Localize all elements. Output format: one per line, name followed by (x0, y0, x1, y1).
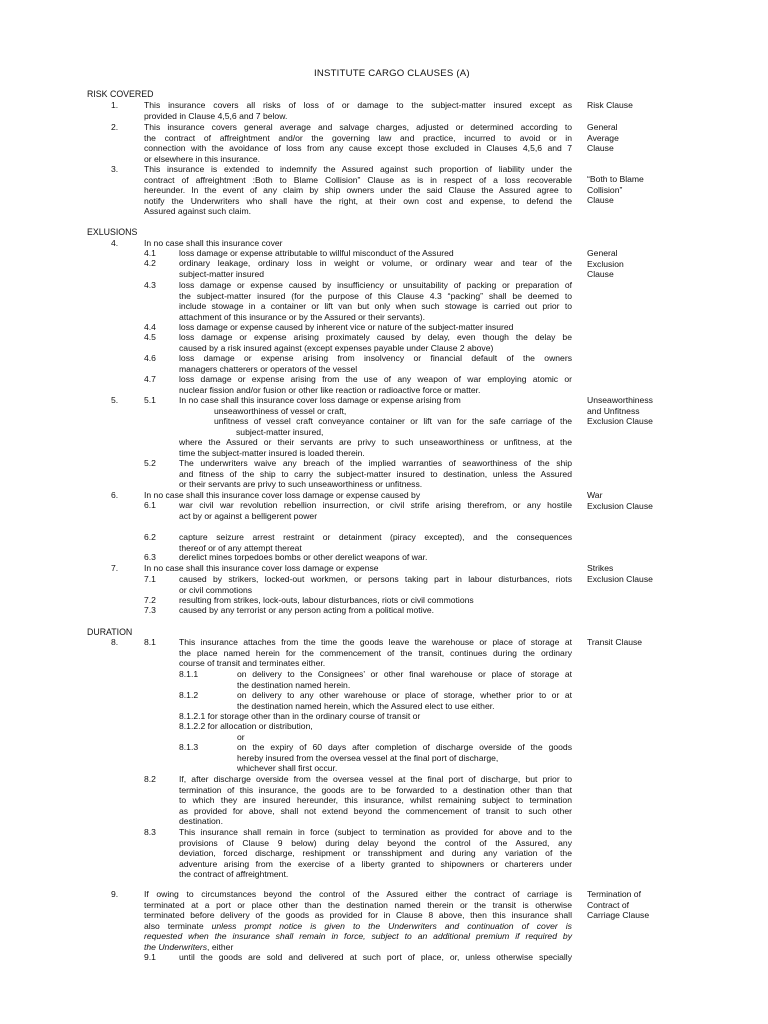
section-heading-duration: DURATION (87, 627, 133, 637)
subclause-text: This insurance shall remain in force (subject to termination as provided for above and to the provisions of Clause 9 below) during delay beyond the control of the Assured, any deviation, forced discharge, reshipment or transshipment and during any variation of the adventure arising from the exercise of a liberty granted to shipowners or charterers under the contract of affreightment. (179, 827, 572, 880)
document-title: INSTITUTE CARGO CLAUSES (A) (314, 68, 470, 79)
subclause-number: 6.2 (144, 532, 156, 542)
side-label-strikes: Strikes Exclusion Clause (587, 563, 653, 584)
clause-number: 8. (111, 637, 119, 647)
clause-text-italic: unless prompt notice is given to the Underwriters and continuation of cover is (211, 920, 572, 931)
clause-number: 4. (111, 238, 119, 248)
clause-intro: In no case shall this insurance cover loss damage or expense caused by (144, 490, 421, 500)
subclause-number: 4.4 (144, 322, 156, 332)
clause-text-italic: the Underwriters (144, 941, 208, 952)
subclause-text: loss damage or expense arising from the use of any weapon of war employing atomic or nuclear fission and/or fusion or other like reaction or radioactive force or matter. (179, 374, 572, 395)
section-heading-risk-covered: RISK COVERED (87, 89, 154, 99)
clause-text-plain: , either (207, 941, 234, 952)
subclause-text: war civil war revolution rebellion insurrection, or civil strife arising therefrom, or any hostile act by or against a belligerent power (179, 500, 572, 521)
subclause-text: The underwriters waive any breach of the implied warranties of seaworthiness of the ship and fitness of the ship to carry the subject-matter insured to destination, unless the Assured or their servants are privy to such unseaworthiness or unfitness. (179, 458, 572, 490)
subclause-number: 4.5 (144, 332, 156, 342)
clause-text: This insurance is extended to indemnify the Assured against such proportion of liability under the contract of affreightment :Both to Blame Collision” Clause as is in respect of a loss recoverable hereunder. In the event of any claim by ship owners under the said Clause the Assured agree to notify the Underwriters who shall have the right, at their own cost and expense, to defend the Assured against such claim. (144, 164, 572, 217)
subclause-number: 8.1.2 (179, 690, 199, 700)
subclause-number: 6.3 (144, 552, 156, 562)
side-label-transit: Transit Clause (587, 637, 643, 647)
subclause-text: loss damage or expense arising proximately caused by delay, even though the delay be caused by a risk insured against (except expenses payable under Clause 2 above) (179, 332, 572, 353)
subclause-number: 4.3 (144, 280, 156, 290)
side-label-both-to-blame: “Both to Blame Collision” Clause (587, 174, 644, 206)
clause-number: 3. (111, 164, 119, 174)
subclause-text: until the goods are sold and delivered at such port of place, or, unless otherwise specially (179, 952, 572, 962)
side-label-war: War Exclusion Clause (587, 490, 653, 511)
subclause-text: 8.1.2.2 for allocation or distribution, (179, 721, 313, 731)
side-label-unseaworthiness: Unseaworthiness and Unfitness Exclusion Clause (587, 395, 653, 427)
subclause-number: 8.1.1 (179, 669, 199, 679)
subclause-text: resulting from strikes, lock-outs, labour disturbances, riots or civil commotions (179, 595, 474, 605)
subclause-text: unseaworthiness of vessel or craft, (214, 406, 347, 416)
side-label-risk-clause: Risk Clause (587, 100, 633, 110)
subclause-text: loss damage or expense arising from insolvency or financial default of the owners managers chatterers or operators of the vessel (179, 353, 572, 374)
subclause-text: 8.1.2.1 for storage other than in the ordinary course of transit or (179, 711, 421, 721)
subclause-text: unfitness of vessel craft conveyance container or lift van for the safe carriage of the subject-matter insured, (214, 416, 572, 437)
clause-text-italic: requested when the insurance shall remain in force, subject to an additional premium if required by (144, 931, 572, 942)
clause-number: 1. (111, 100, 119, 110)
clause-text: This insurance covers general average and salvage charges, adjusted or determined according to the contract of affreightment and/or the governing law and practice, incurred to avoid or in connection with the avoidance of loss from any cause except those excluded in Clauses 4,5,6 and 7 or elsewhere in this insurance. (144, 122, 572, 164)
subclause-number: 4.7 (144, 374, 156, 384)
subclause-text: loss damage or expense attributable to willful misconduct of the Assured (179, 248, 454, 258)
clause-number: 5. (111, 395, 119, 405)
clause-number: 7. (111, 563, 119, 573)
subclause-number: 9.1 (144, 952, 156, 962)
clause-intro: In no case shall this insurance cover loss damage or expense (144, 563, 379, 573)
side-label-general-average: General Average Clause (587, 122, 619, 154)
clause-text-plain: also terminate (144, 920, 212, 931)
subclause-text: If, after discharge overside from the oversea vessel at the final port of discharge, but prior to termination of this insurance, the goods are to be forwarded to a destination other than that to which they are insured hereunder, this insurance, whilst remaining subject to termination as provided for above, shall not extend beyond the commencement of transit to such other destination. (179, 774, 572, 827)
subclause-number: 6.1 (144, 500, 156, 510)
subclause-text: on the expiry of 60 days after completion of discharge overside of the goods hereby insured from the oversea vessel at the final port of discharge, whichever shall first occur. (237, 742, 572, 774)
subclause-text: where the Assured or their servants are privy to such unseaworthiness or unfitness, at the time the subject-matter insured is loaded therein. (179, 437, 572, 458)
subclause-text: derelict mines torpedoes bombs or other derelict weapons of war. (179, 552, 428, 562)
subclause-number: 4.2 (144, 258, 156, 268)
clause-intro: In no case shall this insurance cover (144, 238, 283, 248)
clause-number: 6. (111, 490, 119, 500)
subclause-number: 8.1.3 (179, 742, 199, 752)
clause-text: If owing to circumstances beyond the control of the Assured either the contract of carriage is terminated at a port or place other than the destination named therein or the transit is otherwise terminated before delivery of the goods as provided for in Clause 8 above, then this insurance shall also terminate unless prompt notice is given to the Underwriters and continuation of cover is requested when the insurance shall remain in force, subject to an additional premium if required by the Underwriters, either (144, 889, 572, 952)
subclause-number: 4.1 (144, 248, 156, 258)
subclause-number: 8.1 (144, 637, 156, 647)
subclause-text: capture seizure arrest restraint or detainment (piracy excepted), and the consequences thereof or of any attempt thereat (179, 532, 572, 553)
subclause-text: This insurance attaches from the time the goods leave the warehouse or place of storage at the place named herein for the commencement of the transit, continues during the ordinary course of transit and terminates either. (179, 637, 572, 669)
subclause-number: 8.3 (144, 827, 156, 837)
subclause-number: 7.1 (144, 574, 156, 584)
clause-number: 2. (111, 122, 119, 132)
subclause-text: loss damage or expense caused by inherent vice or nature of the subject-matter insured (179, 322, 514, 332)
subclause-text: ordinary leakage, ordinary loss in weight or volume, or ordinary wear and tear of the subject-matter insured (179, 258, 572, 279)
subclause-text: on delivery to the Consignees’ or other final warehouse or place of storage at the destination named herein. (237, 669, 572, 690)
subclause-number: 5.2 (144, 458, 156, 468)
subclause-number: 7.2 (144, 595, 156, 605)
subclause-text: on delivery to any other warehouse or place of storage, whether prior to or at the destination named herein, which the Assured elect to use either. (237, 690, 572, 711)
subclause-text: caused by any terrorist or any person acting from a political motive. (179, 605, 435, 615)
section-heading-exclusions: EXLUSIONS (87, 227, 138, 237)
subclause-number: 5.1 (144, 395, 156, 405)
subclause-text: caused by strikers, locked-out workmen, or persons taking part in labour disturbances, riots or civil commotions (179, 574, 572, 595)
subclause-text: In no case shall this insurance cover loss damage or expense arising from (179, 395, 461, 405)
side-label-termination: Termination of Contract of Carriage Clause (587, 889, 650, 921)
subclause-number: 4.6 (144, 353, 156, 363)
clause-number: 9. (111, 889, 119, 899)
subclause-text: loss damage or expense caused by insufficiency or unsuitability of packing or preparation of the subject-matter insured (for the purpose of this Clause 4.3 “packing” shall be deemed to include stowage in a container or lift van but only when such stowage is carried out prior to attachment of this insurance or by the Assured or their servants). (179, 280, 572, 322)
clause-text: This insurance covers all risks of loss of or damage to the subject-matter insured except as provided in Clause 4,5,6 and 7 below. (144, 100, 572, 121)
subclause-text: or (237, 732, 245, 742)
subclause-number: 8.2 (144, 774, 156, 784)
subclause-number: 7.3 (144, 605, 156, 615)
side-label-general-exclusion: General Exclusion Clause (587, 248, 624, 280)
